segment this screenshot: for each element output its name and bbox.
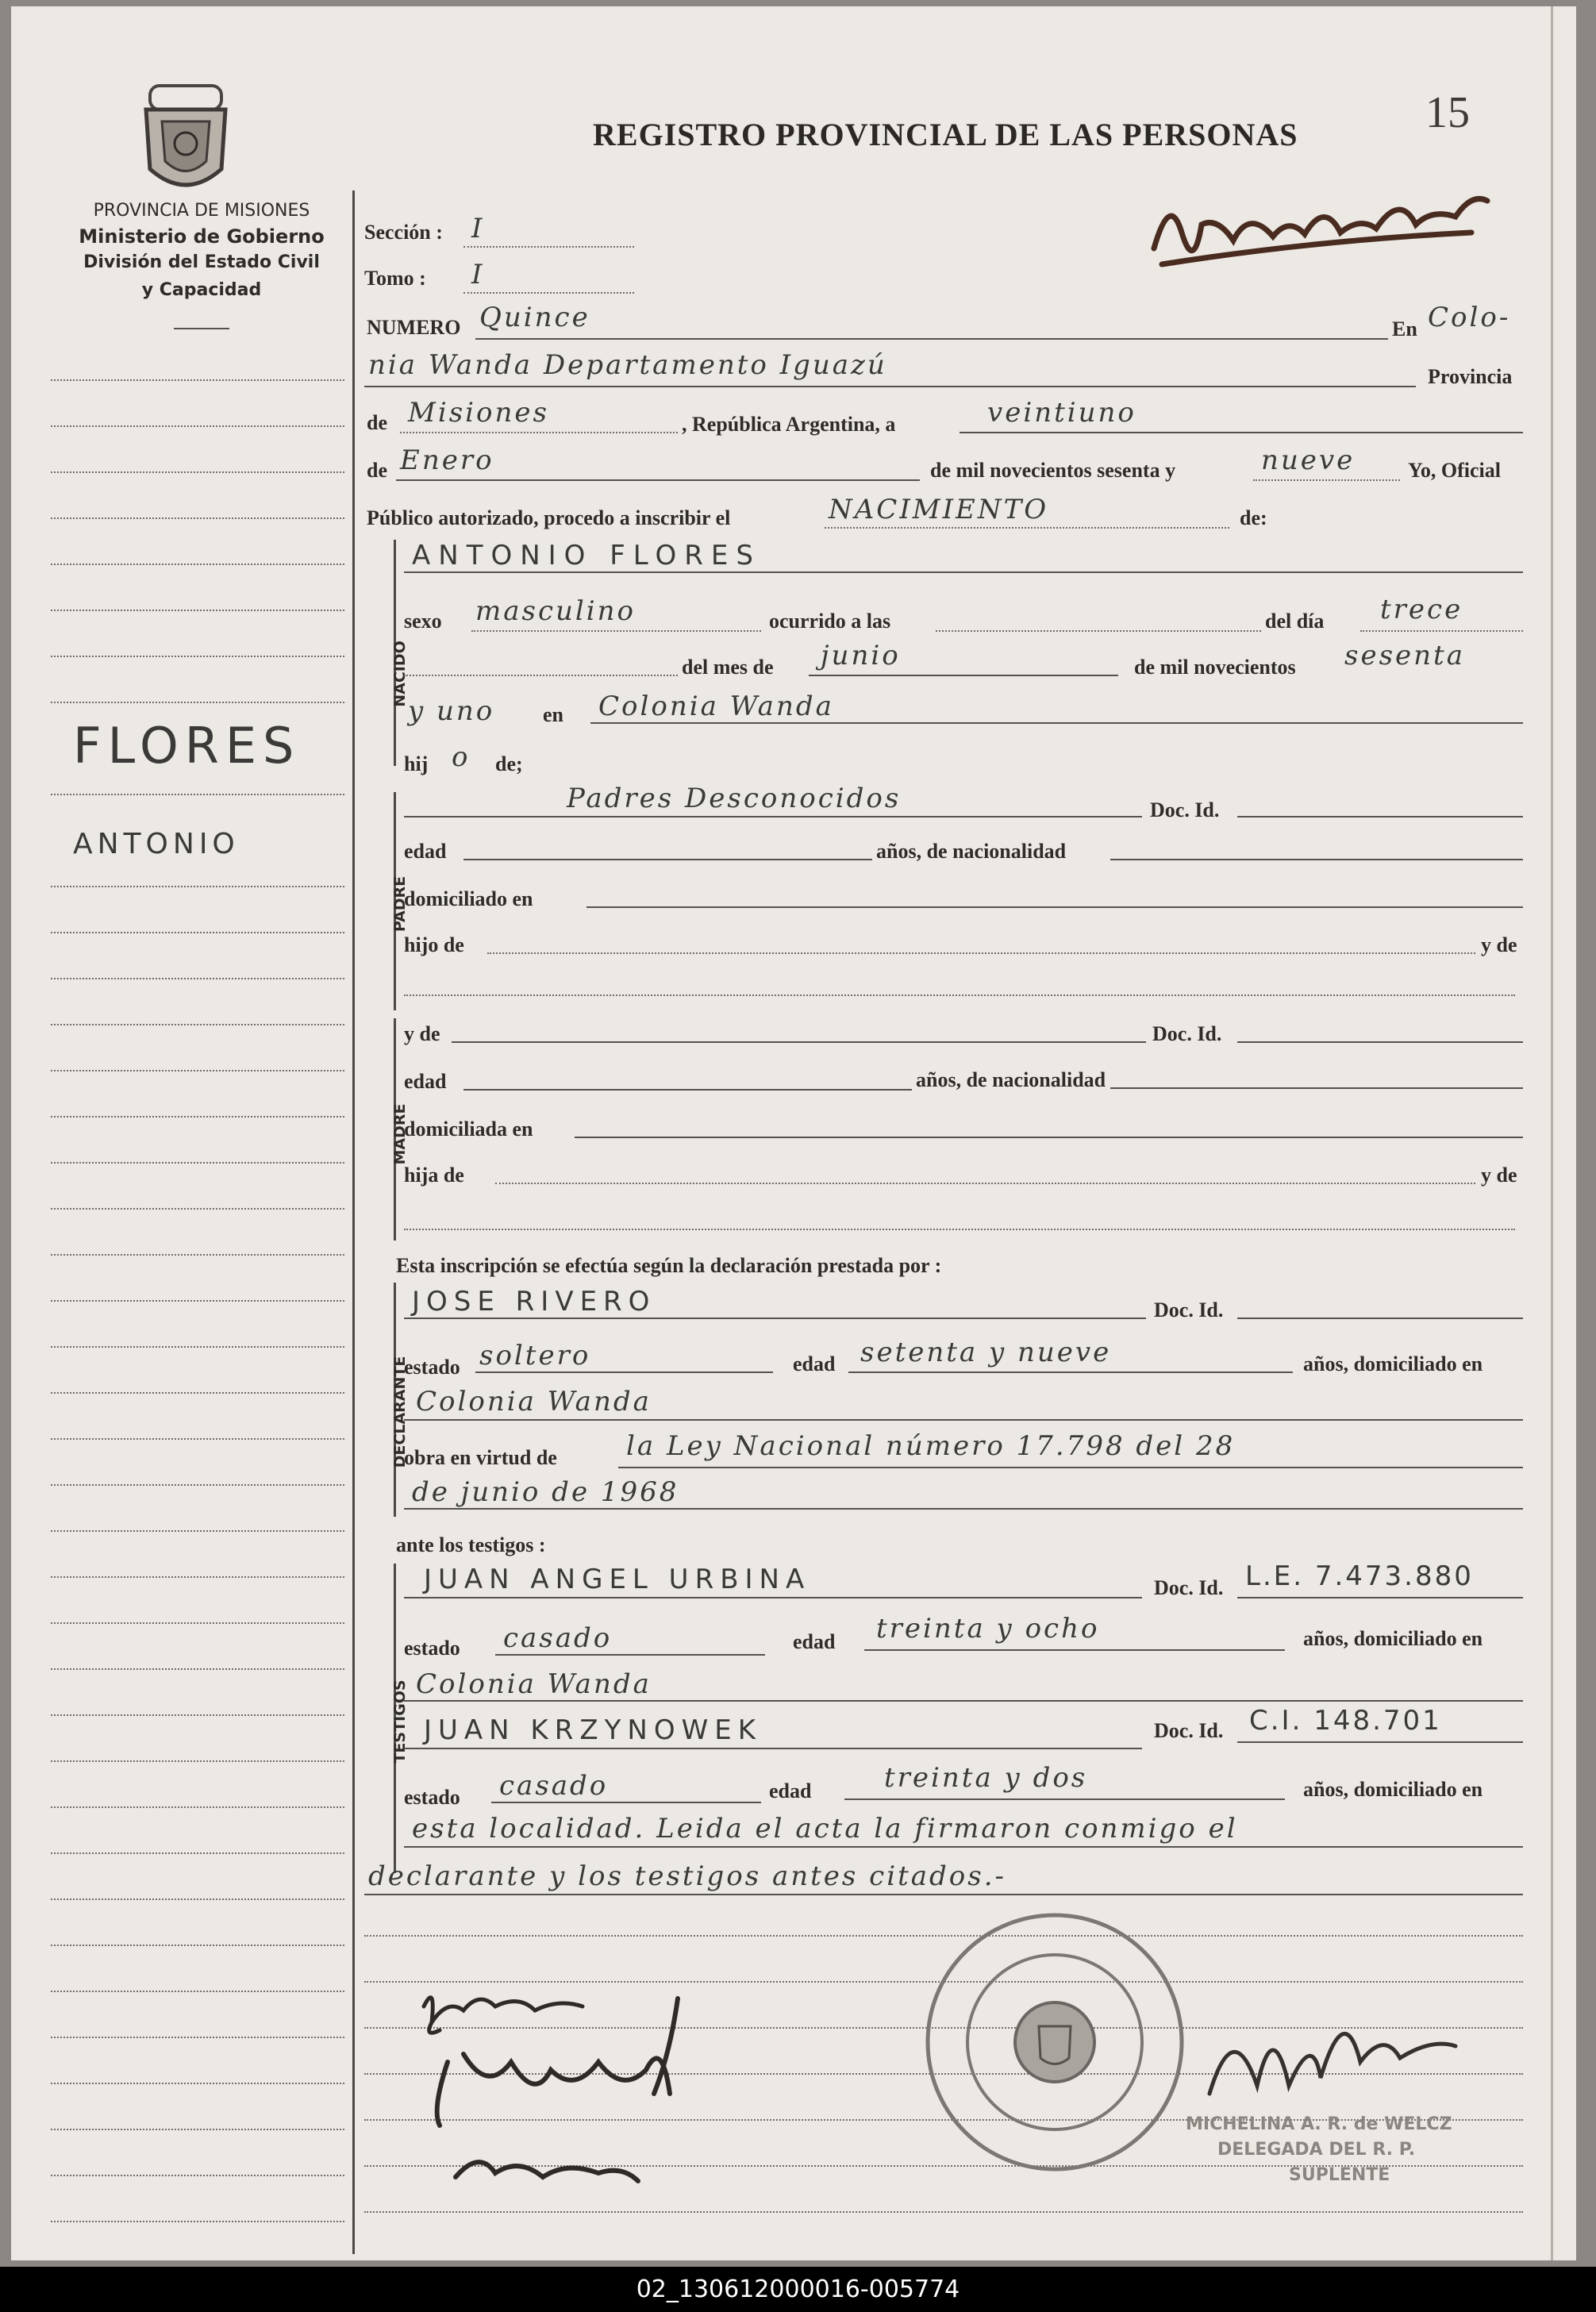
- ministry-line-4: y Capacidad: [141, 280, 262, 300]
- registrar-signature: [1138, 185, 1503, 288]
- testigo1-edad-value: treinta y ocho: [876, 1613, 1100, 1645]
- testigo1-domicilio-value: Colonia Wanda: [416, 1668, 652, 1700]
- testigo2-value: JUAN KRZYNOWEK: [424, 1714, 762, 1746]
- ante-label: ante los testigos :: [396, 1533, 546, 1556]
- stamp-title: DELEGADA DEL R. P.: [1217, 2140, 1416, 2160]
- footer-bar: [0, 2267, 1596, 2312]
- mes-inscripcion-value: Enero: [400, 444, 494, 476]
- declarante-anos-label: años, domiciliado en: [1303, 1352, 1483, 1375]
- declaracion-label: Esta inscripción se efectúa según la declaración prestada por :: [396, 1254, 942, 1277]
- mil-novecientos-label: de mil novecientos: [1134, 656, 1296, 679]
- publico-label: Público autorizado, procedo a inscribir el: [367, 506, 731, 529]
- padres-value: Padres Desconocidos: [567, 783, 902, 814]
- side-label-padre: PADRE: [391, 875, 409, 933]
- mes-value: junio: [821, 640, 901, 671]
- declarante-edad-label: edad: [793, 1352, 836, 1375]
- testigo1-edad-label: edad: [793, 1630, 836, 1653]
- tomo-label: Tomo :: [364, 267, 426, 290]
- ministry-line-2: Ministerio de Gobierno: [79, 225, 325, 248]
- declarante-value: JOSE RIVERO: [412, 1286, 656, 1318]
- testigo1-value: JUAN ANGEL URBINA: [424, 1564, 811, 1595]
- side-label-nacido: NACIDO: [391, 641, 409, 707]
- ley2-value: de junio de 1968: [412, 1476, 679, 1508]
- seccion-value: I: [471, 213, 485, 244]
- anio-inscripcion-value: nueve: [1261, 444, 1356, 476]
- declarante-doc-label: Doc. Id.: [1154, 1298, 1224, 1321]
- padre-anos-label: años, de nacionalidad: [876, 840, 1067, 863]
- document-page: [11, 6, 1576, 2260]
- de-label: de: [367, 411, 387, 434]
- cierre2-value: declarante y los testigos antes citados.-: [368, 1860, 1006, 1892]
- official-signature: [1194, 1983, 1479, 2133]
- dia-value: trece: [1380, 594, 1463, 625]
- de-colon-label: de:: [1240, 506, 1267, 529]
- testigo2-doc-label: Doc. Id.: [1154, 1719, 1224, 1742]
- testigo2-edad-label: edad: [769, 1779, 812, 1802]
- de-semicolon-label: de;: [495, 752, 523, 775]
- republica-label: , República Argentina, a: [682, 413, 896, 436]
- declarante-domicilio-value: Colonia Wanda: [416, 1386, 652, 1418]
- testigo2-doc-value: C.I. 148.701: [1249, 1705, 1442, 1737]
- ley-value: la Ley Nacional número 17.798 del 28: [626, 1430, 1236, 1462]
- testigo2-estado-label: estado: [404, 1786, 460, 1809]
- anio-value: sesenta: [1344, 640, 1465, 671]
- testigo1-anos-label: años, domiciliado en: [1303, 1627, 1483, 1650]
- lugar-value: Colonia Wanda: [598, 691, 834, 722]
- witness-signatures: [400, 1975, 844, 2205]
- testigo1-doc-value: L.E. 7.473.880: [1245, 1560, 1474, 1592]
- del-dia-label: del día: [1265, 610, 1325, 633]
- obra-label: obra en virtud de: [404, 1446, 557, 1469]
- side-label-declarante: DECLARANTE: [391, 1356, 409, 1468]
- del-mes-label: del mes de: [682, 656, 774, 679]
- madre-edad-label: edad: [404, 1070, 447, 1093]
- seccion-label: Sección :: [364, 221, 443, 244]
- official-seal: [920, 1907, 1190, 2177]
- testigo2-estado-value: casado: [499, 1770, 609, 1802]
- declarante-estado-value: soltero: [479, 1340, 591, 1371]
- testigo1-doc-label: Doc. Id.: [1154, 1576, 1224, 1599]
- numero-label: NUMERO: [367, 316, 461, 339]
- en-value: Colo-: [1428, 302, 1511, 333]
- madre-hija-de-label: hija de: [404, 1164, 464, 1187]
- cierre1-value: esta localidad. Leida el acta la firmaron conmigo el: [412, 1813, 1238, 1845]
- margin-given-name: ANTONIO: [73, 828, 240, 860]
- madre-y-de-label-2: y de: [1481, 1164, 1517, 1187]
- madre-domicilio-label: domiciliada en: [404, 1118, 533, 1141]
- provincia-value: Misiones: [408, 397, 549, 429]
- yo-oficial-label: Yo, Oficial: [1408, 459, 1501, 482]
- anio2-value: y uno: [408, 695, 495, 727]
- page-title: REGISTRO PROVINCIAL DE LAS PERSONAS: [593, 117, 1298, 152]
- padre-doc-label: Doc. Id.: [1150, 798, 1220, 821]
- page-number: 15: [1425, 88, 1470, 137]
- testigo1-estado-label: estado: [404, 1637, 460, 1660]
- testigo1-estado-value: casado: [503, 1622, 613, 1654]
- en-label-2: en: [543, 703, 563, 726]
- padre-hijo-de-label: hijo de: [404, 933, 464, 956]
- stamp-name: MICHELINA A. R. de WELCZ: [1186, 2114, 1452, 2134]
- coat-of-arms-emblem: [138, 82, 233, 201]
- tomo-value: I: [471, 259, 485, 290]
- side-label-madre: MADRE: [391, 1103, 409, 1165]
- nombre-value: ANTONIO FLORES: [412, 540, 761, 571]
- testigo2-anos-label: años, domiciliado en: [1303, 1778, 1483, 1801]
- padre-edad-label: edad: [404, 840, 447, 863]
- declarante-estado-label: estado: [404, 1356, 460, 1379]
- margin-divider: [352, 190, 355, 2254]
- padre-domicilio-label: domiciliado en: [404, 887, 533, 910]
- madre-doc-label: Doc. Id.: [1152, 1022, 1222, 1045]
- madre-anos-label: años, de nacionalidad: [916, 1068, 1106, 1091]
- de-label-2: de: [367, 459, 387, 482]
- ministry-rule: [174, 328, 229, 329]
- dia-inscripcion-value: veintiuno: [987, 397, 1136, 429]
- stamp-suplente: SUPLENTE: [1289, 2165, 1390, 2185]
- sexo-value: masculino: [475, 595, 636, 627]
- provincia-label: Provincia: [1428, 365, 1513, 388]
- madre-y-de-label: y de: [404, 1022, 440, 1045]
- footer-id: 02_130612000016-005774: [636, 2275, 960, 2303]
- mil-nov-sesenta-label: de mil novecientos sesenta y: [930, 459, 1176, 482]
- sexo-label: sexo: [404, 610, 442, 633]
- declarante-edad-value: setenta y nueve: [860, 1337, 1112, 1368]
- ministry-line-1: PROVINCIA DE MISIONES: [93, 201, 310, 221]
- acto-value: NACIMIENTO: [829, 494, 1049, 525]
- hijo-sufijo-value: o: [452, 741, 471, 773]
- ministry-line-3: División del Estado Civil: [83, 252, 320, 272]
- padre-y-de-label: y de: [1481, 933, 1517, 956]
- ocurrido-label: ocurrido a las: [769, 610, 891, 633]
- numero-value: Quince: [479, 302, 590, 333]
- localidad-value: nia Wanda Departamento Iguazú: [368, 349, 887, 381]
- testigo2-edad-value: treinta y dos: [884, 1762, 1088, 1794]
- right-page-edge: [1551, 6, 1553, 2260]
- side-label-testigos: TESTIGOS: [391, 1679, 409, 1764]
- en-label: En: [1392, 317, 1417, 340]
- margin-surname: FLORES: [73, 717, 301, 775]
- hijo-label: hij: [404, 752, 429, 775]
